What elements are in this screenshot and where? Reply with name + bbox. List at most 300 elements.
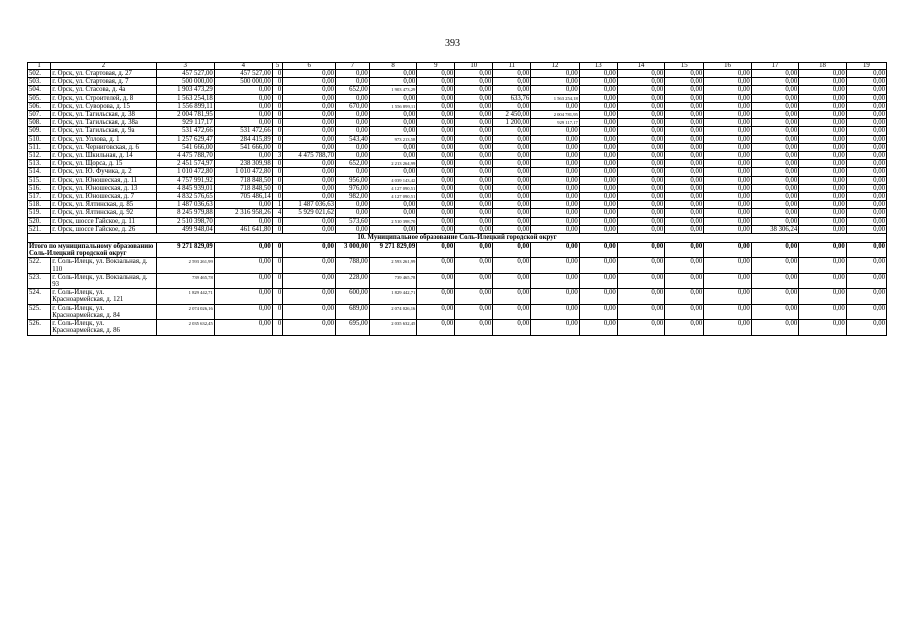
cell-c3: 8 245 979,88 [156, 209, 214, 217]
cell-c9: 0,00 [417, 289, 455, 304]
cell-c8: 973 213,58 [369, 135, 416, 143]
cell-c15: 0,00 [665, 193, 704, 201]
cell-c13: 0,00 [579, 160, 617, 168]
cell-c6: 4 475 788,70 [283, 152, 336, 160]
cell-c16: 0,00 [704, 320, 751, 335]
cell-c10: 0,00 [455, 94, 493, 102]
cell-c11: 0,00 [493, 193, 531, 201]
column-number: 12 [531, 63, 580, 70]
cell-c19: 0,00 [846, 176, 886, 184]
cell-c8: 0,00 [369, 143, 416, 151]
cell-c3: 1 903 473,29 [156, 86, 214, 94]
cell-c9: 0,00 [417, 143, 455, 151]
cell-c6: 0,00 [283, 127, 336, 135]
cell-c19: 0,00 [846, 258, 886, 273]
cell-c17: 0,00 [751, 143, 798, 151]
cell-c18: 0,00 [799, 119, 846, 127]
cell-c17: 0,00 [751, 184, 798, 192]
cell-c10: 0,00 [455, 273, 493, 288]
cell-c13: 0,00 [579, 176, 617, 184]
cell-c13: 0,00 [579, 193, 617, 201]
cell-c19: 0,00 [846, 160, 886, 168]
cell-c18: 0,00 [799, 176, 846, 184]
cell-c16: 0,00 [704, 217, 751, 225]
cell-c15: 0,00 [665, 209, 704, 217]
table-row [28, 102, 887, 110]
row-number: 516. [28, 184, 51, 192]
cell-c5: 0 [272, 320, 283, 335]
cell-c7: 976,00 [336, 184, 370, 192]
cell-c9: 0,00 [417, 152, 455, 160]
cell-c4: 541 666,00 [214, 143, 272, 151]
cell-c3: 2 510 398,70 [156, 217, 214, 225]
cell-c14: 0,00 [617, 143, 664, 151]
cell-c4: 0,00 [214, 86, 272, 94]
cell-c18: 0,00 [799, 273, 846, 288]
cell-c15: 0,00 [665, 119, 704, 127]
cell-c17: 0,00 [751, 135, 798, 143]
cell-c6: 0,00 [283, 273, 336, 288]
row-number: 520. [28, 217, 51, 225]
cell-c19: 0,00 [846, 168, 886, 176]
cell-c17: 0,00 [751, 78, 798, 86]
cell-c18: 0,00 [799, 102, 846, 110]
cell-c9: 0,00 [417, 70, 455, 78]
cell-c18: 0,00 [799, 135, 846, 143]
cell-c12: 0,00 [531, 143, 580, 151]
cell-c13: 0,00 [579, 102, 617, 110]
cell-c7: 0,00 [336, 78, 370, 86]
cell-c17: 0,00 [751, 94, 798, 102]
cell-c11: 0,00 [493, 217, 531, 225]
cell-c15: 0,00 [665, 304, 704, 319]
cell-c5: 0 [272, 135, 283, 143]
cell-c11: 0,00 [493, 143, 531, 151]
cell-c14: 0,00 [617, 152, 664, 160]
total-c9: 0,00 [417, 243, 455, 258]
cell-c14: 0,00 [617, 217, 664, 225]
cell-c5: 1 [272, 201, 283, 209]
cell-c16: 0,00 [704, 86, 751, 94]
cell-c6: 0,00 [283, 184, 336, 192]
cell-c6: 0,00 [283, 70, 336, 78]
cell-c13: 0,00 [579, 135, 617, 143]
column-number: 19 [846, 63, 886, 70]
cell-c13: 0,00 [579, 289, 617, 304]
cell-c18: 0,00 [799, 225, 846, 233]
cell-c7: 0,00 [336, 111, 370, 119]
column-number: 6 [283, 63, 336, 70]
cell-c16: 0,00 [704, 168, 751, 176]
cell-c16: 0,00 [704, 135, 751, 143]
cell-c17: 0,00 [751, 320, 798, 335]
section-heading-row [28, 234, 887, 243]
row-number: 519. [28, 209, 51, 217]
cell-c13: 0,00 [579, 152, 617, 160]
row-number: 508. [28, 119, 51, 127]
table-row [28, 225, 887, 233]
cell-c8: 0,00 [369, 111, 416, 119]
total-c7: 3 000,00 [336, 243, 370, 258]
cell-c11: 0,00 [493, 102, 531, 110]
cell-c4: 705 486,14 [214, 193, 272, 201]
cell-c19: 0,00 [846, 201, 886, 209]
cell-c13: 0,00 [579, 127, 617, 135]
cell-c6: 0,00 [283, 258, 336, 273]
table-row [28, 152, 887, 160]
cell-c18: 0,00 [799, 70, 846, 78]
cell-c3: 1 010 472,80 [156, 168, 214, 176]
cell-c12: 0,00 [531, 127, 580, 135]
cell-c7: 689,00 [336, 304, 370, 319]
cell-c3: 4 475 788,70 [156, 152, 214, 160]
cell-c10: 0,00 [455, 217, 493, 225]
row-number: 513. [28, 160, 51, 168]
cell-c12: 0,00 [531, 78, 580, 86]
cell-c19: 0,00 [846, 152, 886, 160]
cell-c16: 0,00 [704, 127, 751, 135]
cell-c3: 2 004 781,95 [156, 111, 214, 119]
cell-c17: 0,00 [751, 258, 798, 273]
cell-c14: 0,00 [617, 102, 664, 110]
cell-c19: 0,00 [846, 102, 886, 110]
cell-c8: 1 903 473,29 [369, 86, 416, 94]
cell-c10: 0,00 [455, 86, 493, 94]
cell-c7: 573,60 [336, 217, 370, 225]
cell-c4: 0,00 [214, 152, 272, 160]
cell-c10: 0,00 [455, 135, 493, 143]
cell-c19: 0,00 [846, 94, 886, 102]
cell-c11: 0,00 [493, 258, 531, 273]
total-c5: 0 [272, 243, 283, 258]
cell-c17: 0,00 [751, 193, 798, 201]
column-number: 17 [751, 63, 798, 70]
cell-c13: 0,00 [579, 119, 617, 127]
row-number: 504. [28, 86, 51, 94]
row-number: 512. [28, 152, 51, 160]
cell-c7: 228,00 [336, 273, 370, 288]
cell-c6: 0,00 [283, 119, 336, 127]
table-row [28, 70, 887, 78]
cell-c5: 0 [272, 160, 283, 168]
cell-c12: 0,00 [531, 304, 580, 319]
table-row [28, 258, 887, 273]
cell-c19: 0,00 [846, 78, 886, 86]
row-number: 526. [28, 320, 51, 335]
column-number: 5 [272, 63, 283, 70]
cell-c5: 0 [272, 111, 283, 119]
cell-c16: 0,00 [704, 289, 751, 304]
cell-c14: 0,00 [617, 94, 664, 102]
cell-c11: 0,00 [493, 225, 531, 233]
cell-c3: 739 465,78 [156, 273, 214, 288]
cell-c3: 1 829 442,71 [156, 289, 214, 304]
cell-c7: 0,00 [336, 152, 370, 160]
cell-c5: 0 [272, 217, 283, 225]
cell-c18: 0,00 [799, 111, 846, 119]
total-c6: 0,00 [283, 243, 336, 258]
cell-c4: 0,00 [214, 289, 272, 304]
row-address: г. Орск, ул. Стартовая, д. 7 [51, 78, 157, 86]
cell-c15: 0,00 [665, 184, 704, 192]
total-c15: 0,00 [665, 243, 704, 258]
total-c10: 0,00 [455, 243, 493, 258]
cell-c11: 0,00 [493, 289, 531, 304]
cell-c5: 0 [272, 258, 283, 273]
table-row [28, 273, 887, 288]
cell-c7: 0,00 [336, 225, 370, 233]
cell-c10: 0,00 [455, 160, 493, 168]
cell-c10: 0,00 [455, 78, 493, 86]
cell-c12: 0,00 [531, 184, 580, 192]
row-number: 518. [28, 201, 51, 209]
cell-c13: 0,00 [579, 78, 617, 86]
cell-c7: 0,00 [336, 127, 370, 135]
cell-c10: 0,00 [455, 320, 493, 335]
cell-c3: 929 117,17 [156, 119, 214, 127]
cell-c6: 0,00 [283, 289, 336, 304]
cell-c8: 0,00 [369, 201, 416, 209]
row-address: г. Соль-Илецк, ул. Вокзальная, д. 110 [51, 258, 157, 273]
cell-c17: 0,00 [751, 289, 798, 304]
cell-c4: 2 316 958,26 [214, 209, 272, 217]
table-row [28, 86, 887, 94]
table-row [28, 127, 887, 135]
cell-c19: 0,00 [846, 193, 886, 201]
cell-c19: 0,00 [846, 127, 886, 135]
cell-c9: 0,00 [417, 86, 455, 94]
row-number: 517. [28, 193, 51, 201]
cell-c17: 38 306,24 [751, 225, 798, 233]
cell-c5: 0 [272, 127, 283, 135]
cell-c15: 0,00 [665, 225, 704, 233]
cell-c7: 543,40 [336, 135, 370, 143]
cell-c14: 0,00 [617, 111, 664, 119]
cell-c7: 652,00 [336, 160, 370, 168]
cell-c17: 0,00 [751, 176, 798, 184]
column-number: 13 [579, 63, 617, 70]
cell-c10: 0,00 [455, 209, 493, 217]
cell-c15: 0,00 [665, 70, 704, 78]
cell-c14: 0,00 [617, 273, 664, 288]
cell-c12: 0,00 [531, 135, 580, 143]
cell-c18: 0,00 [799, 217, 846, 225]
cell-c13: 0,00 [579, 94, 617, 102]
cell-c16: 0,00 [704, 119, 751, 127]
cell-c11: 633,76 [493, 94, 531, 102]
cell-c6: 0,00 [283, 102, 336, 110]
total-c13: 0,00 [579, 243, 617, 258]
cell-c18: 0,00 [799, 201, 846, 209]
cell-c4: 1 010 472,80 [214, 168, 272, 176]
cell-c12: 929 117,17 [531, 119, 580, 127]
cell-c4: 0,00 [214, 217, 272, 225]
cell-c9: 0,00 [417, 304, 455, 319]
register-table [27, 62, 887, 336]
cell-c12: 0,00 [531, 225, 580, 233]
cell-c5: 0 [272, 70, 283, 78]
cell-c6: 0,00 [283, 217, 336, 225]
row-address: г. Орск, ул. Тагильская, д. 38а [51, 119, 157, 127]
cell-c8: 0,00 [369, 209, 416, 217]
row-number: 502. [28, 70, 51, 78]
column-number: 4 [214, 63, 272, 70]
row-address: г. Орск, ул. Ялтинская, д. 92 [51, 209, 157, 217]
cell-c8: 2 074 026,16 [369, 304, 416, 319]
table-row [28, 143, 887, 151]
cell-c8: 2 593 261,99 [369, 258, 416, 273]
cell-c10: 0,00 [455, 152, 493, 160]
cell-c19: 0,00 [846, 119, 886, 127]
cell-c8: 0,00 [369, 152, 416, 160]
cell-c14: 0,00 [617, 209, 664, 217]
cell-c12: 0,00 [531, 273, 580, 288]
table-row [28, 289, 887, 304]
cell-c9: 0,00 [417, 258, 455, 273]
cell-c16: 0,00 [704, 160, 751, 168]
cell-c12: 2 004 781,95 [531, 111, 580, 119]
cell-c19: 0,00 [846, 225, 886, 233]
cell-c4: 461 641,80 [214, 225, 272, 233]
cell-c13: 0,00 [579, 209, 617, 217]
row-address: г. Орск, ул. Щорса, д. 15 [51, 160, 157, 168]
cell-c6: 0,00 [283, 111, 336, 119]
cell-c18: 0,00 [799, 320, 846, 335]
cell-c4: 0,00 [214, 102, 272, 110]
cell-c6: 0,00 [283, 168, 336, 176]
cell-c11: 0,00 [493, 70, 531, 78]
cell-c7: 0,00 [336, 119, 370, 127]
column-number: 16 [704, 63, 751, 70]
table-row [28, 320, 887, 335]
row-address: г. Соль-Илецк, ул. Красноармейская, д. 86 [51, 320, 157, 335]
row-address: г. Орск, ул. Тагильская, д. 9а [51, 127, 157, 135]
cell-c8: 0,00 [369, 225, 416, 233]
cell-c14: 0,00 [617, 78, 664, 86]
cell-c16: 0,00 [704, 102, 751, 110]
cell-c15: 0,00 [665, 258, 704, 273]
cell-c16: 0,00 [704, 184, 751, 192]
cell-c7: 652,00 [336, 86, 370, 94]
cell-c7: 0,00 [336, 70, 370, 78]
cell-c18: 0,00 [799, 184, 846, 192]
cell-c14: 0,00 [617, 193, 664, 201]
cell-c14: 0,00 [617, 304, 664, 319]
cell-c4: 284 415,89 [214, 135, 272, 143]
cell-c12: 0,00 [531, 193, 580, 201]
cell-c19: 0,00 [846, 209, 886, 217]
table-row [28, 217, 887, 225]
row-address: г. Орск, ул. Строителей, д. 8 [51, 94, 157, 102]
cell-c17: 0,00 [751, 86, 798, 94]
cell-c9: 0,00 [417, 225, 455, 233]
row-address: г. Орск, ул. Черниговская, д. 6 [51, 143, 157, 151]
cell-c3: 1 563 254,18 [156, 94, 214, 102]
cell-c10: 0,00 [455, 193, 493, 201]
cell-c12: 0,00 [531, 289, 580, 304]
cell-c8: 4 127 090,51 [369, 193, 416, 201]
cell-c9: 0,00 [417, 193, 455, 201]
cell-c8: 2 510 398,70 [369, 217, 416, 225]
cell-c18: 0,00 [799, 78, 846, 86]
cell-c18: 0,00 [799, 152, 846, 160]
cell-c19: 0,00 [846, 289, 886, 304]
cell-c5: 0 [272, 102, 283, 110]
cell-c15: 0,00 [665, 94, 704, 102]
cell-c12: 1 563 254,18 [531, 94, 580, 102]
cell-c6: 0,00 [283, 320, 336, 335]
cell-c19: 0,00 [846, 111, 886, 119]
cell-c8: 0,00 [369, 168, 416, 176]
cell-c7: 0,00 [336, 94, 370, 102]
cell-c9: 0,00 [417, 168, 455, 176]
cell-c11: 0,00 [493, 127, 531, 135]
cell-c6: 0,00 [283, 94, 336, 102]
cell-c14: 0,00 [617, 320, 664, 335]
row-address: г. Орск, ул. Юношеская, д. 13 [51, 184, 157, 192]
total-c19: 0,00 [846, 243, 886, 258]
page-number: 393 [445, 38, 460, 49]
total-c11: 0,00 [493, 243, 531, 258]
cell-c17: 0,00 [751, 273, 798, 288]
cell-c11: 0,00 [493, 273, 531, 288]
cell-c16: 0,00 [704, 143, 751, 151]
cell-c16: 0,00 [704, 152, 751, 160]
column-number: 14 [617, 63, 664, 70]
cell-c3: 2 074 026,16 [156, 304, 214, 319]
cell-c15: 0,00 [665, 201, 704, 209]
cell-c17: 0,00 [751, 168, 798, 176]
cell-c10: 0,00 [455, 119, 493, 127]
cell-c7: 982,00 [336, 193, 370, 201]
cell-c14: 0,00 [617, 168, 664, 176]
cell-c6: 0,00 [283, 304, 336, 319]
cell-c9: 0,00 [417, 119, 455, 127]
cell-c15: 0,00 [665, 143, 704, 151]
cell-c17: 0,00 [751, 111, 798, 119]
cell-c8: 2 035 632,45 [369, 320, 416, 335]
row-address: г. Орск, ул. Стасова, д. 4а [51, 86, 157, 94]
total-c17: 0,00 [751, 243, 798, 258]
cell-c18: 0,00 [799, 143, 846, 151]
cell-c17: 0,00 [751, 201, 798, 209]
cell-c7: 0,00 [336, 209, 370, 217]
cell-c5: 0 [272, 273, 283, 288]
cell-c14: 0,00 [617, 70, 664, 78]
table-row [28, 111, 887, 119]
row-address: г. Орск, ул. Суворова, д. 15 [51, 102, 157, 110]
cell-c14: 0,00 [617, 201, 664, 209]
row-address: г. Орск, ул. Юношеская, д. 11 [51, 176, 157, 184]
cell-c12: 0,00 [531, 86, 580, 94]
cell-c10: 0,00 [455, 184, 493, 192]
total-c8: 9 271 829,09 [369, 243, 416, 258]
cell-c18: 0,00 [799, 127, 846, 135]
cell-c9: 0,00 [417, 78, 455, 86]
row-number: 505. [28, 94, 51, 102]
cell-c19: 0,00 [846, 143, 886, 151]
row-number: 523. [28, 273, 51, 288]
cell-c9: 0,00 [417, 111, 455, 119]
cell-c4: 0,00 [214, 119, 272, 127]
cell-c16: 0,00 [704, 193, 751, 201]
cell-c3: 500 000,00 [156, 78, 214, 86]
cell-c8: 1 556 899,11 [369, 102, 416, 110]
table-row [28, 168, 887, 176]
cell-c13: 0,00 [579, 320, 617, 335]
row-number: 521. [28, 225, 51, 233]
cell-c19: 0,00 [846, 304, 886, 319]
